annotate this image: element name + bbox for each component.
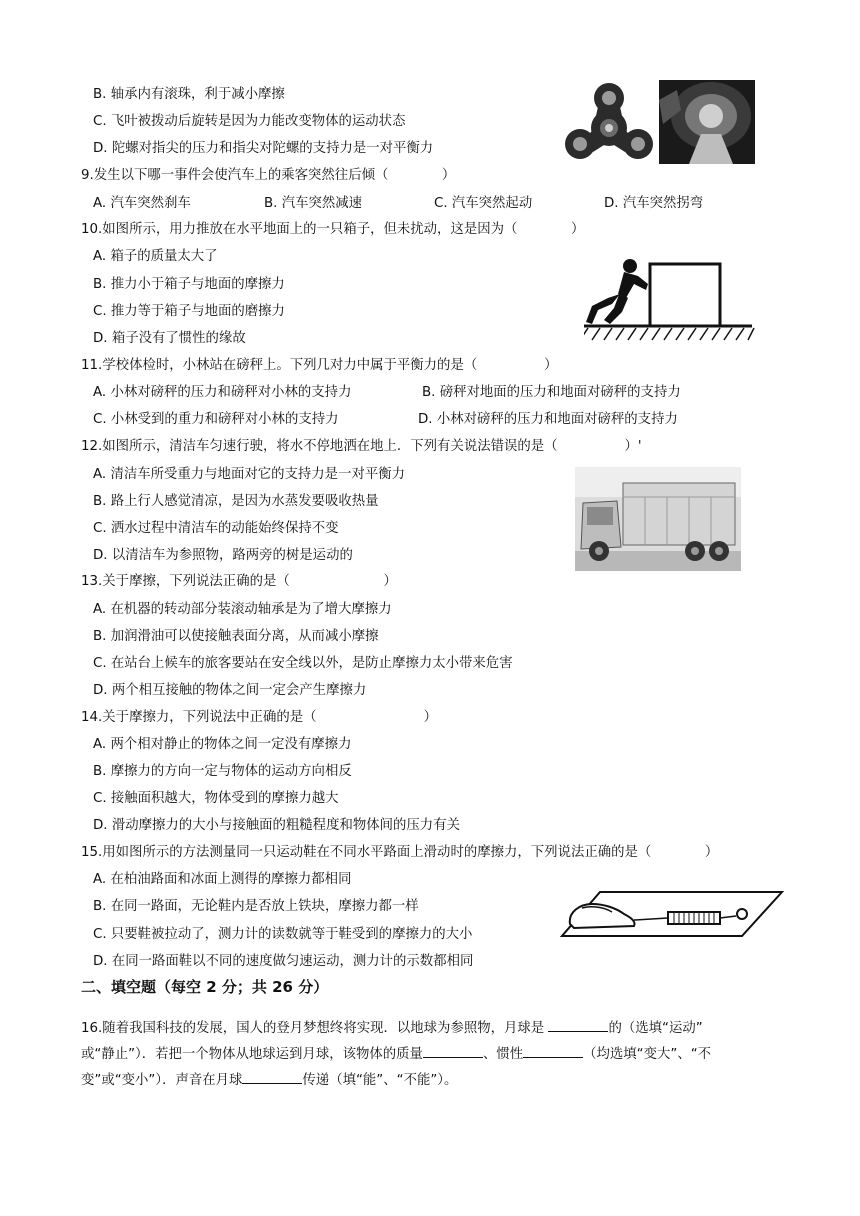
q13-option-a: A. 在机器的转动部分装滚动轴承是为了增大摩擦力 — [93, 602, 392, 617]
q16-line-1 — [81, 1017, 703, 1038]
q10-option-d: D. 箱子没有了惯性的缘故 — [93, 331, 246, 346]
q15-option-c: C. 只要鞋被拉动了，测力计的读数就等于鞋受到的摩擦力的大小 — [93, 927, 473, 942]
q9-option-b: B. 汽车突然减速 — [264, 196, 363, 211]
q11-option-c: C. 小林受到的重力和磅秤对小林的支持力 — [93, 412, 339, 427]
cleaning-truck-photo — [575, 467, 741, 571]
q16-text-3a: 变”或“变小”）．声音在月球 — [81, 1073, 243, 1088]
q14-stem: 14.关于摩擦力，下列说法中正确的是（ ） — [81, 710, 438, 725]
q13-option-d: D. 两个相互接触的物体之间一定会产生摩擦力 — [93, 683, 367, 698]
q15-stem: 15.用如图所示的方法测量同一只运动鞋在不同水平路面上滑动时的摩擦力，下列说法正确的是（ ） — [81, 845, 719, 860]
q11-stem: 11.学校体检时，小林站在磅秤上。下列几对力中属于平衡力的是（ ） — [81, 358, 558, 373]
section-2-heading: 二、填空题（每空 2 分；共 26 分） — [81, 978, 329, 996]
q8-option-d: D. 陀螺对指尖的压力和指尖对陀螺的支持力是一对平衡力 — [93, 141, 434, 156]
q13-stem: 13.关于摩擦，下列说法正确的是（ ） — [81, 574, 397, 589]
q16-blank-mass[interactable] — [423, 1043, 483, 1058]
q10-option-c: C. 推力等于箱子与地面的磨擦力 — [93, 304, 285, 319]
q16-blank-sound[interactable] — [242, 1069, 302, 1084]
spinner-on-finger-image — [659, 80, 755, 164]
q16-text-2a: 或“静止”）．若把一个物体从地球运到月球，该物体的质量 — [81, 1047, 423, 1062]
q10-stem: 10.如图所示，用力推放在水平地面上的一只箱子，但未扰动，这是因为（ ） — [81, 222, 585, 237]
q8-option-b: B. 轴承内有滚珠，利于减小摩擦 — [93, 87, 285, 102]
q14-option-d: D. 滑动摩擦力的大小与接触面的粗糙程度和物体间的压力有关 — [93, 818, 460, 833]
q16-text-1a: 16.随着我国科技的发展，国人的登月梦想终将实现．以地球为参照物，月球是 — [81, 1021, 549, 1036]
q16-text-2c: （均选填“变大”、“不 — [583, 1047, 712, 1062]
q9-option-c: C. 汽车突然起动 — [434, 196, 533, 211]
q9-stem: 9.发生以下哪一事件会使汽车上的乘客突然往后倾（ ） — [81, 168, 456, 183]
q16-blank-inertia[interactable] — [523, 1043, 583, 1058]
q9-option-a: A. 汽车突然刹车 — [93, 196, 191, 211]
q11-option-a: A. 小林对磅秤的压力和磅秤对小林的支持力 — [93, 385, 352, 400]
q14-option-c: C. 接触面积越大，物体受到的摩擦力越大 — [93, 791, 339, 806]
q15-option-d: D. 在同一路面鞋以不同的速度做匀速运动，测力计的示数都相同 — [93, 954, 474, 969]
q13-option-c: C. 在站台上候车的旅客要站在安全线以外，是防止摩擦力太小带来危害 — [93, 656, 513, 671]
fidget-spinner-image — [563, 80, 655, 164]
q12-option-c: C. 洒水过程中清洁车的动能始终保持不变 — [93, 521, 339, 536]
q16-text-1b: 的（选填“运动” — [608, 1021, 703, 1036]
q12-option-d: D. 以清洁车为参照物，路两旁的树是运动的 — [93, 548, 353, 563]
q12-stem: 12.如图所示，清洁车匀速行驶，将水不停地洒在地上．下列有关说法错误的是（ ）' — [81, 439, 642, 454]
pushing-box-figure — [584, 254, 756, 346]
q11-option-d: D. 小林对磅秤的压力和地面对磅秤的支持力 — [418, 412, 678, 427]
q13-option-b: B. 加润滑油可以使接触表面分离，从而减小摩擦 — [93, 629, 379, 644]
q16-line-3 — [81, 1069, 457, 1090]
q12-option-b: B. 路上行人感觉清凉，是因为水蒸发要吸收热量 — [93, 494, 379, 509]
q14-option-b: B. 摩擦力的方向一定与物体的运动方向相反 — [93, 764, 352, 779]
q12-option-a: A. 清洁车所受重力与地面对它的支持力是一对平衡力 — [93, 467, 406, 482]
q15-option-a: A. 在柏油路面和冰面上测得的摩擦力都相同 — [93, 872, 352, 887]
shoe-spring-scale-figure — [560, 884, 784, 942]
q8-option-c: C. 飞叶被拨动后旋转是因为力能改变物体的运动状态 — [93, 114, 406, 129]
q11-option-b: B. 磅秤对地面的压力和地面对磅秤的支持力 — [422, 385, 681, 400]
q10-option-b: B. 推力小于箱子与地面的摩擦力 — [93, 277, 285, 292]
q16-line-2 — [81, 1043, 711, 1064]
q16-blank-motion[interactable] — [548, 1017, 608, 1032]
q15-option-b: B. 在同一路面，无论鞋内是否放上铁块，摩擦力都一样 — [93, 899, 419, 914]
q10-option-a: A. 箱子的质量太大了 — [93, 249, 218, 264]
q14-option-a: A. 两个相对静止的物体之间一定没有摩擦力 — [93, 737, 352, 752]
q9-option-d: D. 汽车突然拐弯 — [604, 196, 704, 211]
q16-text-2b: 、惯性 — [482, 1047, 524, 1062]
q16-text-3b: 传递（填“能”、“不能”）。 — [302, 1073, 458, 1088]
